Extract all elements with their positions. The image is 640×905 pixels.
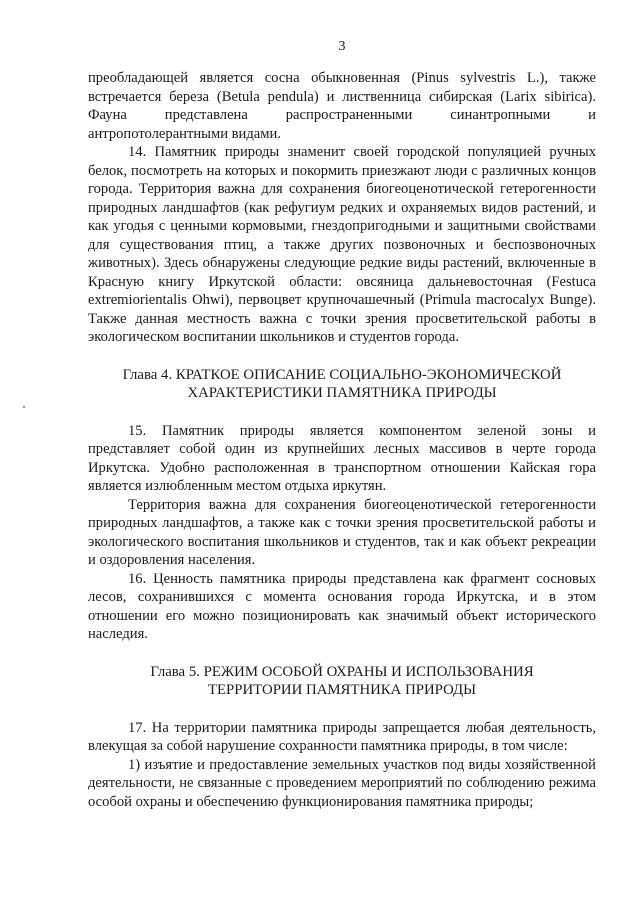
paragraph-17-item-1: 1) изъятие и предоставление земельных участков под виды хозяйственной деятельности, не связанные с проведением мероприятий по соблюдению режима особой охраны и обеспечению функционирования памятника природы; [88, 756, 596, 810]
chapter-4-heading [88, 366, 596, 403]
chapter-5-heading-line-1: Глава 5. РЕЖИМ ОСОБОЙ ОХРАНЫ И ИСПОЛЬЗОВАНИЯ [150, 663, 534, 680]
document-body [88, 69, 596, 811]
chapter-4-heading-line-2: ХАРАКТЕРИСТИКИ ПАМЯТНИКА ПРИРОДЫ [187, 385, 497, 401]
margin-dot [23, 406, 25, 408]
chapter-5-heading-line-2: ТЕРРИТОРИИ ПАМЯТНИКА ПРИРОДЫ [207, 682, 477, 698]
paragraph-17: 17. На территории памятника природы запрещается любая деятельность, влекущая за собой нарушение сохранности памятника природы, в том числе: [88, 719, 596, 754]
paragraph-16: 16. Ценность памятника природы представлена как фрагмент сосновых лесов, сохранившихся с момента основания города Иркутска, и в этом отношении его можно позиционировать как значимый объект исторического наследия. [88, 570, 596, 642]
paragraph-15-continued: Территория важна для сохранения биогеоценотической гетерогенности природных ландшафтов, а также как с точки зрения просветительской работы и экологического воспитания школьников и студентов, так и как объект рекреации и оздоровления населения. [88, 496, 596, 568]
paragraph-15: 15. Памятник природы является компонентом зеленой зоны и представляет собой один из крупнейших лесных массивов в черте города Иркутска. Удобно расположенная в транспортном отношении Кайская гора является излюбленным местом отдыха иркутян. [88, 422, 596, 494]
chapter-4-heading-line-1: Глава 4. КРАТКОЕ ОПИСАНИЕ СОЦИАЛЬНО-ЭКОНОМИЧЕСКОЙ [122, 366, 562, 383]
chapter-5-heading [88, 663, 596, 700]
paragraph-continuation: преобладающей является сосна обыкновенная (Pinus sylvestris L.), также встречается береза (Betula pendula) и лиственница сибирская (Larix sibirica). Фауна представлена распространенными синантропными и антропотолерантными видами. [88, 70, 596, 142]
paragraph-14: 14. Памятник природы знаменит своей городской популяцией ручных белок, посмотреть на которых и покормить приезжают люди с различных концов города. Территория важна для сохранения биогеоценотической гетерогенности природных ландшафтов (как рефугиум редких и охраняемых видов растений, и как угодья с ценными кормовыми, гнездопригодными и защитными свойствами для существования птиц, а также других позвоночных и беспозвоночных животных). Здесь обнаружены следующие редкие виды растений, включенные в Красную книгу Иркутской области: овсяница дальневосточная (Festuca extremiorientalis Ohwi), первоцвет крупночашечный (Primula macrocalyx Bunge). Также данная местность важна с точки зрения просветительской работы в экологическом воспитании школьников и студентов города. [88, 144, 596, 345]
page-number: 3 [338, 39, 346, 54]
